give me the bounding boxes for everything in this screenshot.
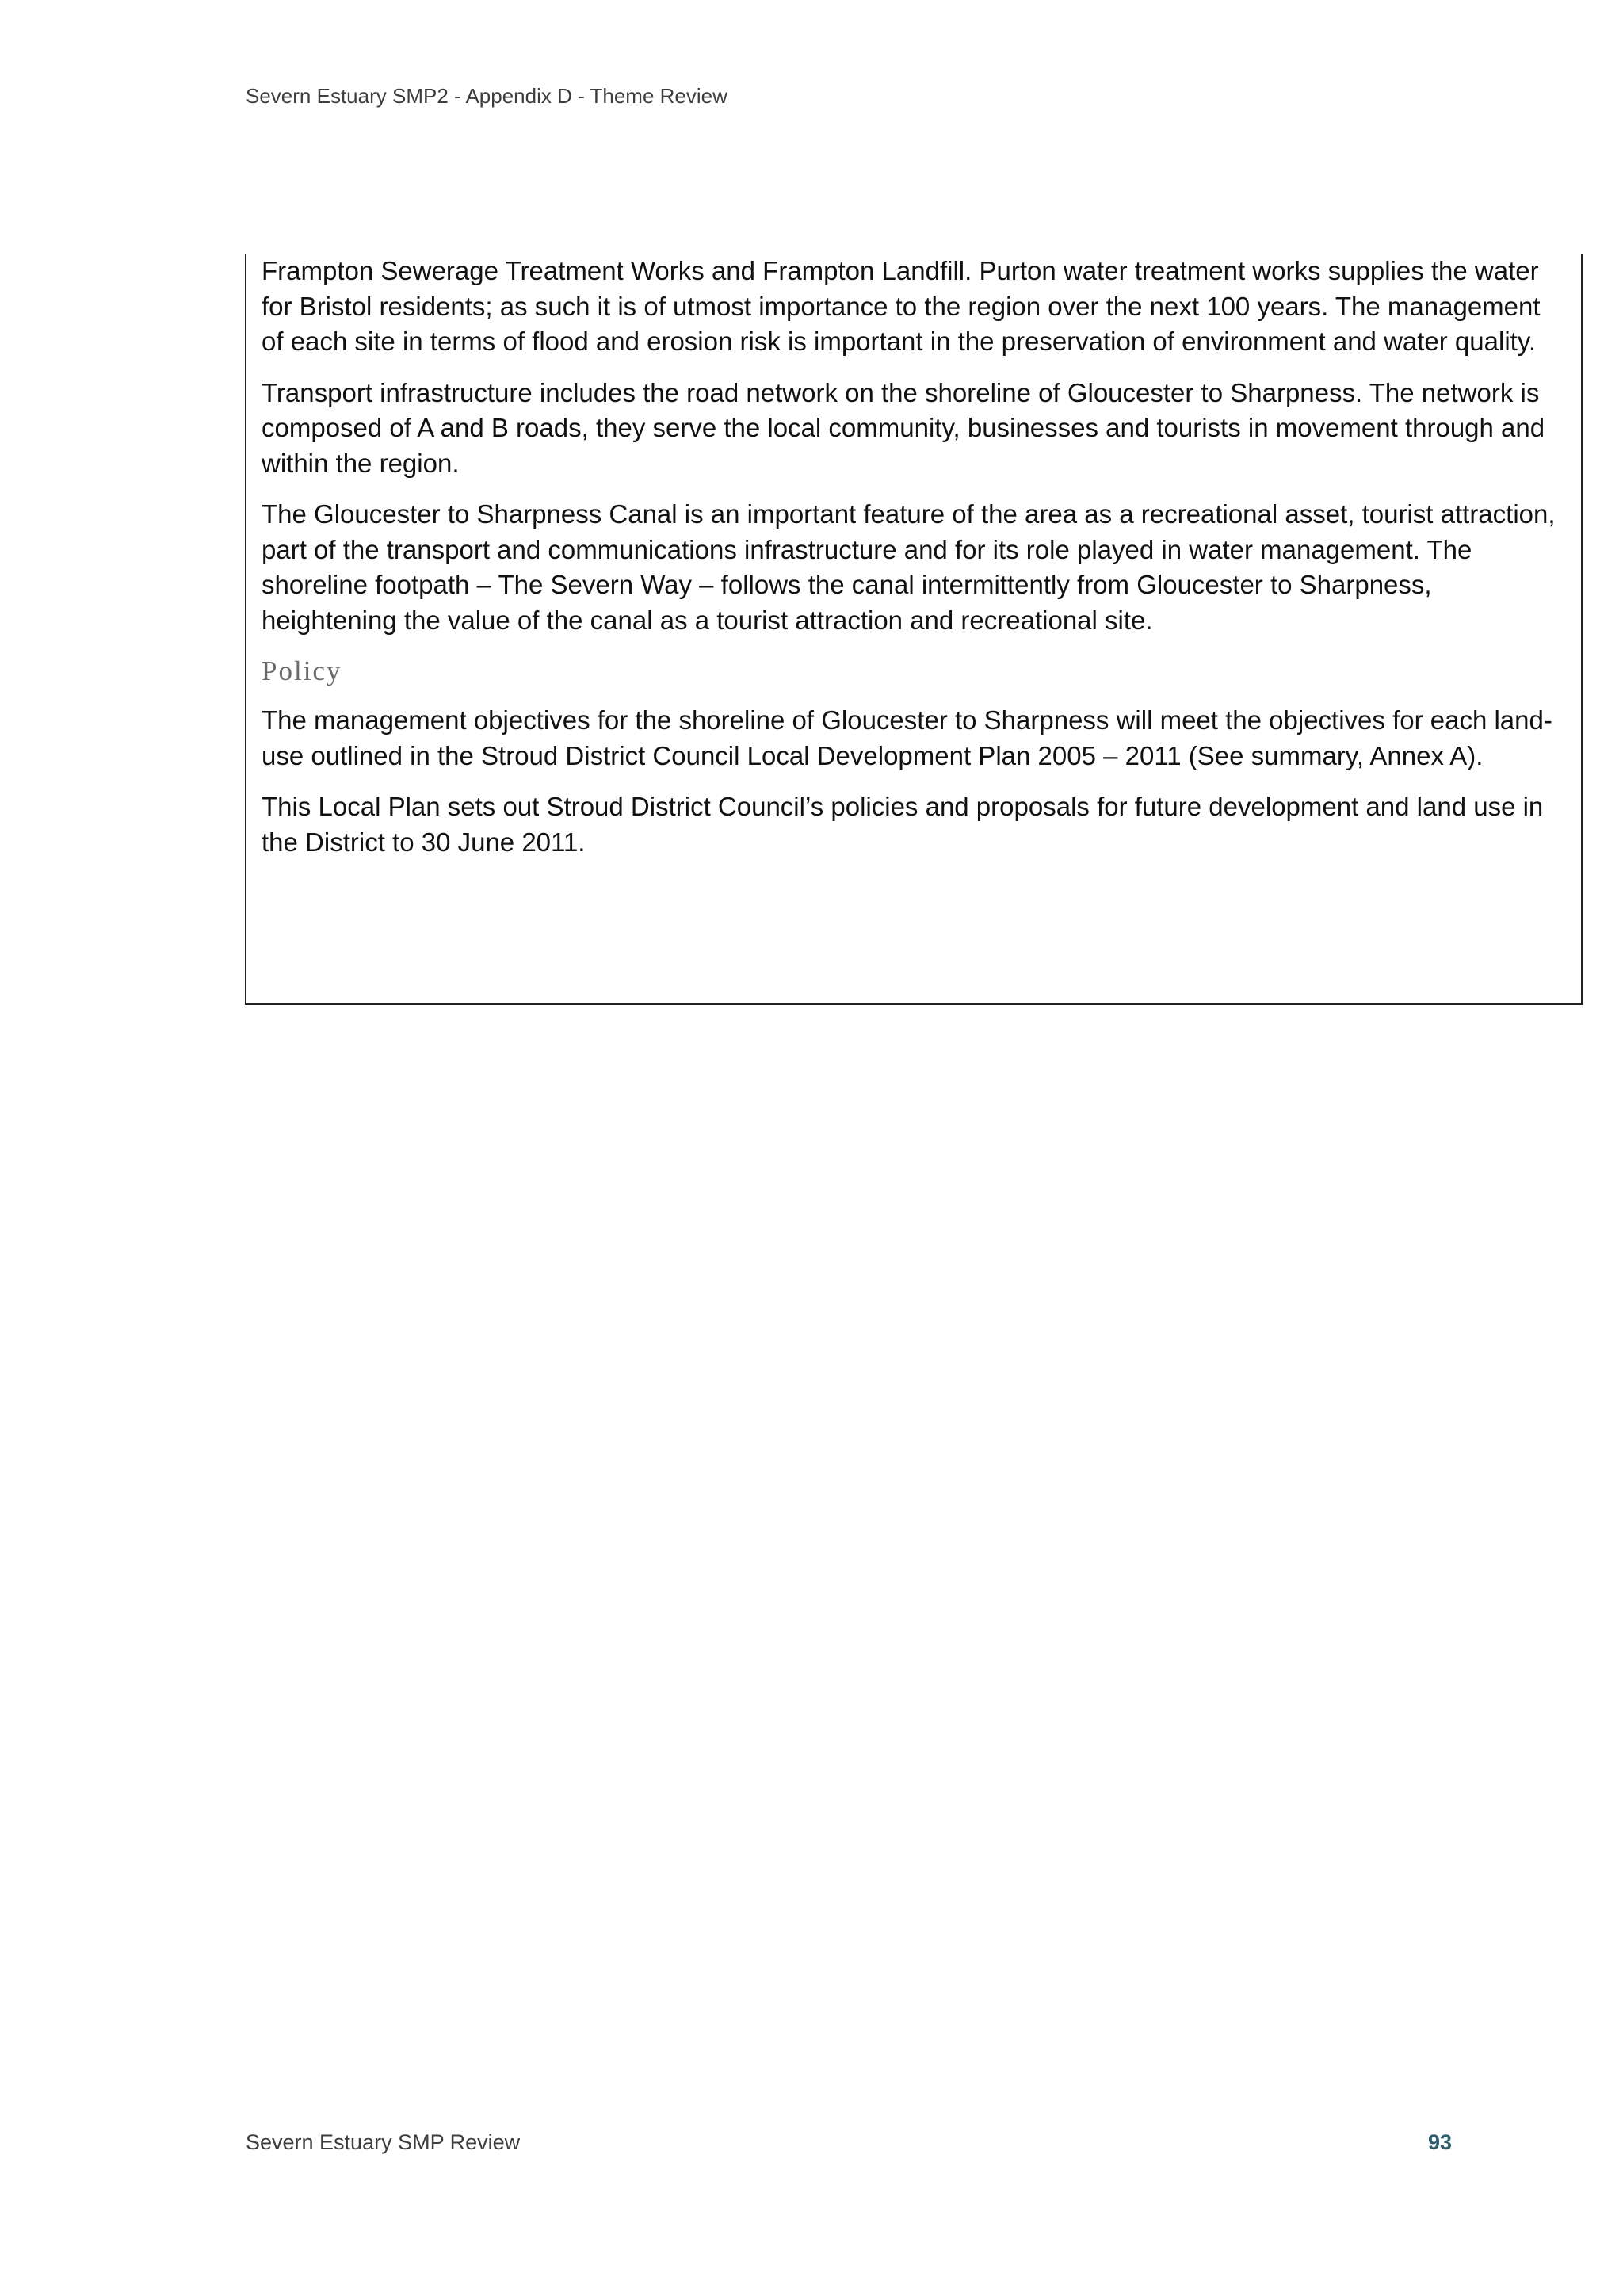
paragraph-transport-infrastructure: Transport infrastructure includes the road network on the shoreline of Gloucester to Sharpness. The network is composed of A and B roads, they serve the local community, businesses and tourists in movement through and within the region. [262, 377, 1545, 478]
footer-title: Severn Estuary SMP Review [246, 2130, 521, 2154]
paragraph-management-objectives: The management objectives for the shoreline of Gloucester to Sharpness will meet the objectives for each land-use outlined in the Stroud District Council Local Development Plan 2005 – 2011 (See summary, Annex A). [262, 705, 1552, 770]
paragraph-canal: The Gloucester to Sharpness Canal is an important feature of the area as a recreational asset, tourist attraction, part of the transport and communications infrastructure and for its role played in water management. The shoreline footpath – The Severn Way – follows the canal intermittently from Gloucester to Sharpness, heightening the value of the canal as a tourist attraction and recreational site. [262, 499, 1556, 635]
policy-heading: Policy [262, 655, 342, 686]
page-header: Severn Estuary SMP2 - Appendix D - Theme Review [246, 84, 727, 108]
paragraph-infrastructure-sites: Frampton Sewerage Treatment Works and Frampton Landfill. Purton water treatment works supplies the water for Bristol residents; as such it is of utmost importance to the region over the next 100 years. The management of each site in terms of flood and erosion risk is important in the preservation of environment and water quality. [262, 256, 1541, 356]
paragraph-local-plan: This Local Plan sets out Stroud District Council’s policies and proposals for future development and land use in the District to 30 June 2011. [262, 792, 1544, 857]
page-number: 93 [1428, 2130, 1453, 2154]
content-box [245, 254, 1583, 1005]
